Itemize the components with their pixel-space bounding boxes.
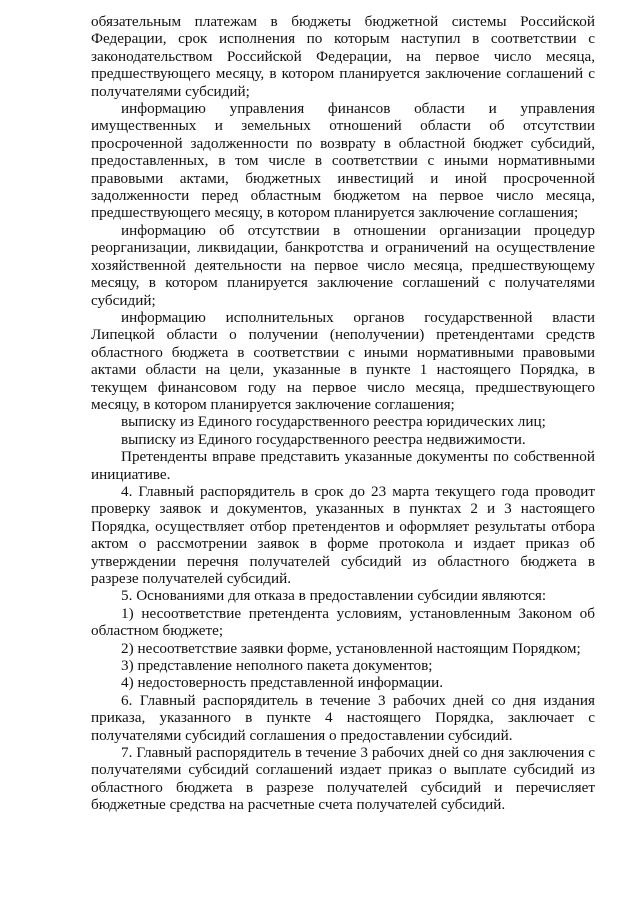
paragraph-obligatory-payments: обязательным платежам в бюджеты бюджетной системы Российской Федерации, срок исполнения по которым наступил в соответствии с законодательством Российской Федерации, на первое число месяца, предшествующего месяцу, в котором планируется заключение соглашений с получателями субсидий; (91, 13, 595, 100)
paragraph-refusal-1: 1) несоответствие претендента условиям, установленным Законом об областном бюджете; (91, 604, 595, 640)
paragraph-reorganization-info: информацию об отсутствии в отношении организации процедур реорганизации, ликвидации, банкротства и ограничений на осуществление хозяйственной деятельности на первое число месяца, предшествующему месяцу, в котором планируется заключение соглашений с получателями субсидий; (91, 221, 595, 309)
paragraph-own-initiative: Претенденты вправе представить указанные документы по собственной инициативе. (91, 448, 595, 483)
paragraph-item-4: 4. Главный распорядитель в срок до 23 марта текущего года проводит проверку заявок и документов, указанных в пунктах 2 и 3 настоящего Порядка, осуществляет отбор претендентов и оформляет результаты отбора актом о рассмотрении заявок в форме протокола и издает приказ об утверждении перечня получателей субсидий из областного бюджета в разрезе получателей субсидий. (91, 482, 595, 587)
paragraph-executive-bodies-info: информацию исполнительных органов государственной власти Липецкой области о получении (неполучении) претендентами средств областного бюджета в соответствии с иными нормативными правовыми актами области на цели, указанные в пункте 1 настоящего Порядка, в текущем финансовом году на первое число месяца, предшествующего месяцу, в котором планируется заключение соглашения; (91, 308, 595, 413)
document-page (91, 13, 595, 814)
paragraph-finance-info: информацию управления финансов области и управления имущественных и земельных отношений области об отсутствии просроченной задолженности по возврату в областной бюджет субсидий, предоставленных, в том числе в соответствии с иными нормативными правовыми актами, бюджетных инвестиций и иной просроченной задолженности перед областным бюджетом на первое число месяца, предшествующего месяцу, в котором планируется заключение соглашения; (91, 100, 595, 222)
paragraph-item-5: 5. Основаниями для отказа в предоставлении субсидии являются: (121, 587, 547, 605)
paragraph-legal-entities-extract: выписку из Единого государственного реестра юридических лиц; (121, 413, 546, 431)
paragraph-item-7: 7. Главный распорядитель в течение 3 рабочих дней со дня заключения с получателями субсидий соглашений издает приказ о выплате субсидий из областного бюджета в разрезе получателей субсидий и перечисляет бюджетные средства на расчетные счета получателей субсидий. (91, 744, 595, 814)
paragraph-real-estate-extract: выписку из Единого государственного реестра недвижимости. (121, 430, 526, 448)
paragraph-item-6: 6. Главный распорядитель в течение 3 рабочих дней со дня издания приказа, указанного в пункте 4 настоящего Порядка, заключает с получателями субсидий соглашения о предоставлении субсидий. (91, 691, 595, 744)
paragraph-refusal-4: 4) недостоверность представленной информации. (121, 674, 444, 692)
paragraph-refusal-2: 2) несоответствие заявки форме, установленной настоящим Порядком; (121, 639, 581, 657)
paragraph-refusal-3: 3) представление неполного пакета документов; (121, 657, 433, 675)
